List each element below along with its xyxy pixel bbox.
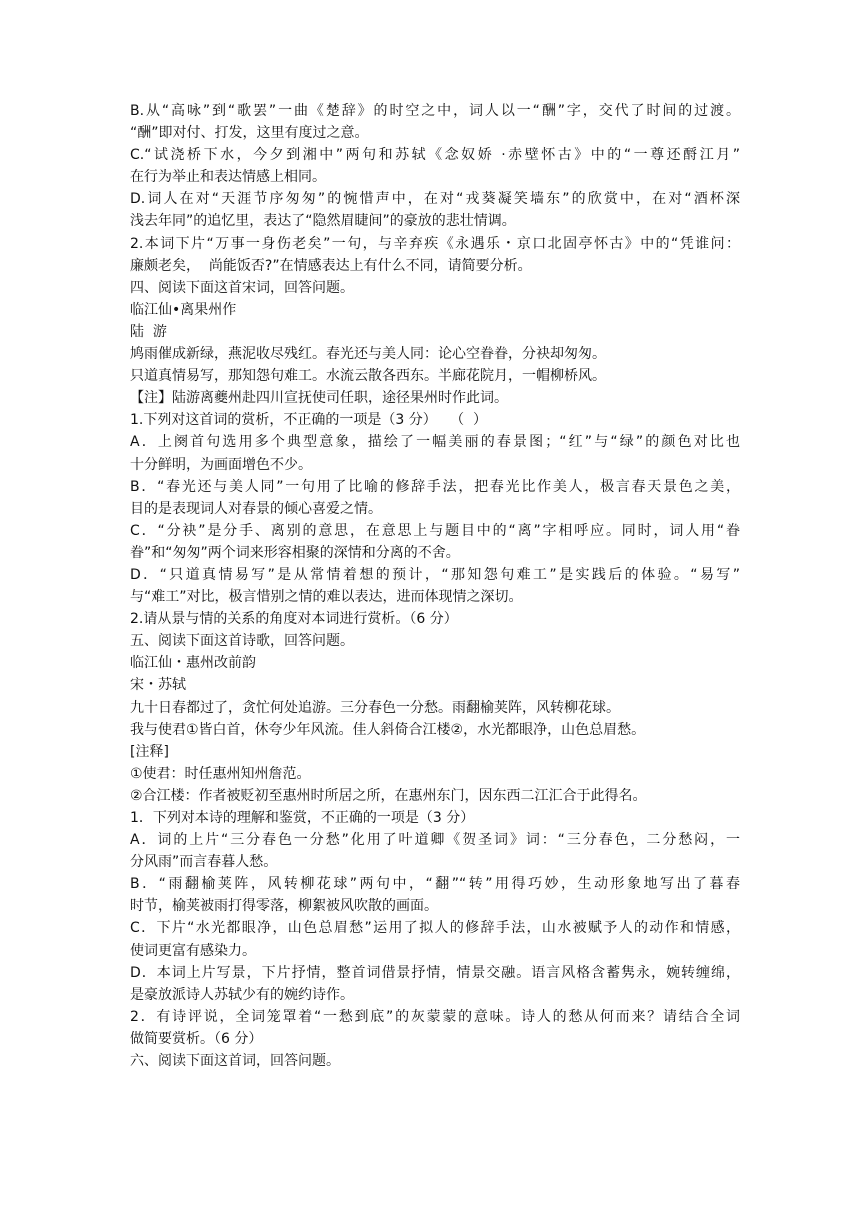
text-line: B.从“高咏”到“歌罢”一曲《楚辞》的时空之中，词人以一“酬”字，交代了时间的过渡。 — [130, 103, 740, 119]
option-line: A．上阕首句选用多个典型意象，描绘了一幅美丽的春景图；“红”与“绿”的颜色对比也 — [130, 434, 740, 451]
option-line: 使词更富有感染力。 — [130, 942, 256, 959]
option-line: 时节，榆荚被雨打得零落，柳絮被风吹散的画面。 — [130, 898, 438, 915]
poem-title: 临江仙•离果州作 — [130, 301, 237, 318]
poem-line: 九十日春都过了，贪忙何处追游。三分春色一分愁。雨翻榆荚阵，风转柳花球。 — [130, 699, 620, 716]
section-heading: 五、阅读下面这首诗歌，回答问题。 — [130, 633, 354, 650]
section-heading: 六、阅读下面这首词，回答问题。 — [130, 1053, 340, 1070]
question-line: 做简要赏析。（6 分） — [130, 1030, 263, 1047]
document-page — [130, 100, 740, 1072]
option-line: C．下片“水光都眼净，山色总眉愁”运用了拟人的修辞手法，山水被赋予人的动作和情感， — [130, 920, 740, 937]
text-line: C.“试浇桥下水，今夕到湘中”两句和苏轼《念奴娇 ·赤壁怀古》中的“一尊还酹江月” — [130, 147, 740, 164]
question-line: 2.请从景与情的关系的角度对本词进行赏析。（6 分） — [130, 611, 458, 628]
poem-line: 我与使君①皆白首，休夸少年风流。佳人斜倚合江楼②，水光都眼净，山色总眉愁。 — [130, 721, 646, 738]
note-heading: [注释] — [130, 743, 169, 760]
question-line: 1．下列对本诗的理解和鉴赏，不正确的一项是（3 分） — [130, 810, 475, 826]
question-line: 1.下列对这首词的赏析，不正确的一项是（3 分） （ ） — [130, 412, 487, 429]
option-line: C．“分袂”是分手、离别的意思，在意思上与题目中的“离”字相呼应。同时，词人用“眷 — [130, 522, 740, 539]
option-line: 分风雨”而言春暮人愁。 — [130, 854, 278, 871]
text-line: 浅去年同”的追忆里，表达了“隐然眉睫间”的豪放的悲壮情调。 — [130, 213, 516, 230]
option-line: 与“难工”对比，极言惜别之情的难以表达，进而体现情之深切。 — [130, 589, 523, 606]
text-line: 廉颇老矣， 尚能饭否?”在情感表达上有什么不同，请简要分析。 — [130, 257, 532, 274]
question-line: 2．有诗评说，全词笼罩着“一愁到底”的灰蒙蒙的意味。诗人的愁从何而来？请结合全词 — [130, 1008, 740, 1025]
option-line: 是豪放派诗人苏轼少有的婉约诗作。 — [130, 986, 354, 1003]
text-line: 2.本词下片“万事一身伤老矣”一句，与辛弃疾《永遇乐・京口北固亭怀古》中的“凭谁问： — [130, 235, 740, 252]
note-line: ①使君：时任惠州知州詹范。 — [130, 765, 311, 782]
poem-line: 只道真情易写，那知怨句难工。水流云散各西东。半廊花院月，一帽柳桥风。 — [130, 368, 606, 385]
poem-author: 陆 游 — [130, 323, 167, 340]
text-line: “酬”即对付、打发，这里有度过之意。 — [130, 125, 369, 142]
poem-title: 临江仙・惠州改前韵 — [130, 655, 256, 672]
poem-author: 宋・苏轼 — [130, 677, 186, 694]
option-line: A．词的上片“三分春色一分愁”化用了叶道卿《贺圣词》词：“三分春色，二分愁闷，一 — [130, 832, 740, 849]
text-line: D.词人在对“天涯节序匆匆”的惋惜声中，在对“戎葵凝笑墙东”的欣赏中，在对“酒杯深 — [130, 191, 740, 208]
option-line: D．本词上片写景，下片抒情，整首词借景抒情，情景交融。语言风格含蓄隽永，婉转缠绵， — [130, 964, 740, 981]
option-line: B．“春光还与美人同”一句用了比喻的修辞手法，把春光比作美人，极言春天景色之美， — [130, 478, 740, 495]
option-line: 十分鲜明，为画面增色不少。 — [130, 456, 312, 473]
note-line: 【注】陆游离夔州赴四川宣抚使司任职，途径果州时作此词。 — [130, 390, 508, 407]
option-line: B．“雨翻榆荚阵，风转柳花球”两句中，“翻”“转”用得巧妙，生动形象地写出了暮春 — [130, 876, 740, 893]
option-line: D．“只道真情易写”是从常情着想的预计，“那知怨句难工”是实践后的体验。“易写” — [130, 566, 740, 583]
text-line: 在行为举止和表达情感上相同。 — [130, 169, 326, 186]
option-line: 目的是表现词人对春景的倾心喜爱之情。 — [130, 500, 382, 517]
note-line: ②合江楼：作者被贬初至惠州时所居之所，在惠州东门，因东西二江汇合于此得名。 — [130, 787, 647, 804]
poem-line: 鸠雨催成新绿，燕泥收尽残红。春光还与美人同：论心空眷眷，分袂却匆匆。 — [130, 346, 606, 363]
option-line: 眷”和“匆匆”两个词来形容相聚的深情和分离的不舍。 — [130, 544, 460, 561]
section-heading: 四、阅读下面这首宋词，回答问题。 — [130, 279, 354, 296]
